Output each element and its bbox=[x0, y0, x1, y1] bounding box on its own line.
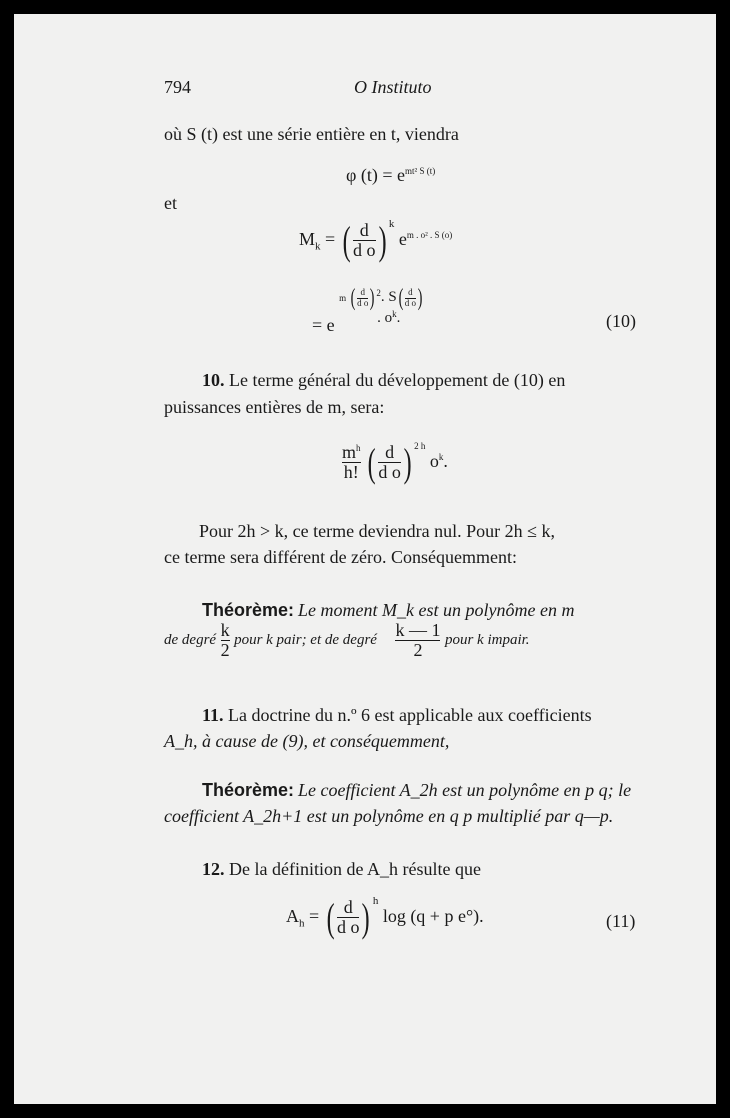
equation-mk-equals: = bbox=[325, 229, 336, 249]
fraction-denominator: d o bbox=[404, 297, 417, 308]
left-paren: ( bbox=[350, 285, 356, 311]
fraction-denominator: d o bbox=[353, 240, 376, 261]
equation-term-tail: o bbox=[429, 451, 439, 471]
left-paren: ( bbox=[398, 285, 404, 311]
exponent-tail-sup: k bbox=[392, 309, 397, 319]
theorem-1-line2 bbox=[164, 621, 530, 660]
fraction-numerator bbox=[342, 443, 361, 462]
term-m: m bbox=[342, 442, 357, 463]
left-paren: ( bbox=[342, 217, 351, 263]
page-number: 794 bbox=[164, 77, 191, 97]
equation-11-lhs: A bbox=[286, 906, 299, 926]
equation-11-number: (11) bbox=[606, 911, 636, 931]
equation-10-base: e bbox=[326, 315, 335, 335]
fraction-denominator: d o bbox=[336, 917, 360, 938]
section-12-text: De la définition de A_h résulte que bbox=[229, 859, 481, 879]
equation-mk-lhs-sub: k bbox=[315, 240, 321, 253]
equation-10-equals: = bbox=[312, 315, 323, 335]
left-paren: ( bbox=[326, 894, 335, 940]
section-10-text: Le terme général du développement de (10) en bbox=[229, 370, 566, 390]
fraction-numerator: k — 1 bbox=[395, 620, 441, 640]
equation-term-tail-end: . bbox=[443, 451, 448, 471]
term-m-sup: h bbox=[356, 443, 361, 454]
journal-title: O Instituto bbox=[354, 77, 432, 97]
equation-11-rhs: log (q + p e°). bbox=[382, 906, 484, 926]
equation-11-lhs-sub: h bbox=[299, 917, 305, 930]
theorem-2-text: Le coefficient A_2h est un polynôme en p q; le bbox=[298, 780, 632, 800]
fraction-k-2 bbox=[221, 621, 230, 660]
equation-phi-lhs: φ (t) = bbox=[346, 165, 393, 185]
para-pour-line1: Pour 2h > k, ce terme deviendra nul. Pour 2h ≤ k, bbox=[199, 521, 555, 541]
fraction-denominator: d o bbox=[357, 297, 369, 308]
equation-phi-exponent: mt² S (t) bbox=[405, 166, 436, 176]
right-paren: ) bbox=[417, 285, 423, 311]
section-11-number: 11. bbox=[202, 705, 224, 725]
equation-term-tail-sup: k bbox=[438, 452, 444, 462]
equation-11-equals: = bbox=[309, 906, 320, 926]
section-10-line1 bbox=[202, 371, 565, 389]
theorem-2-line1 bbox=[202, 781, 631, 800]
fraction-numerator: k bbox=[220, 620, 230, 640]
right-paren: ) bbox=[370, 285, 375, 311]
section-10-number: 10. bbox=[202, 370, 225, 390]
fraction-denominator: d o bbox=[378, 462, 401, 483]
theorem-2-label: Théorème: bbox=[202, 780, 295, 800]
equation-mk bbox=[299, 219, 452, 261]
fraction-denominator: h! bbox=[343, 462, 359, 483]
equation-11-power: h bbox=[372, 895, 379, 907]
equation-10-number: (10) bbox=[606, 311, 636, 331]
equation-mk-exp-base: e bbox=[398, 229, 407, 249]
right-paren: ) bbox=[378, 217, 387, 263]
section-10-line2: puissances entières de m, sera: bbox=[164, 397, 385, 417]
theorem-1-line1 bbox=[202, 601, 574, 620]
equation-10 bbox=[312, 285, 424, 335]
equation-11 bbox=[286, 896, 484, 938]
exponent-power: 2 bbox=[376, 287, 381, 298]
document-page bbox=[14, 14, 716, 1104]
exponent-tail: . o bbox=[377, 310, 393, 326]
section-12-line1 bbox=[202, 860, 481, 878]
fraction-numerator: d bbox=[385, 442, 395, 463]
theorem-1-pair-text: pour k pair; et de degré bbox=[234, 631, 377, 648]
fraction-numerator: d bbox=[360, 287, 366, 298]
section-11-text: La doctrine du n.º 6 est applicable aux coefficients bbox=[228, 705, 592, 725]
equation-mk-power: k bbox=[388, 218, 395, 230]
section-11-line2: A_h, à cause de (9), et conséquemment, bbox=[164, 731, 450, 751]
theorem-2-line2: coefficient A_2h+1 est un polynôme en q p multiplié par q—p. bbox=[164, 806, 614, 826]
fraction-d-do bbox=[405, 288, 416, 308]
para-pour-line2: ce terme sera différent de zéro. Conséquemment: bbox=[164, 547, 518, 567]
section-12-number: 12. bbox=[202, 859, 225, 879]
theorem-1-degree-label: de degré bbox=[164, 631, 217, 648]
section-11-line1 bbox=[202, 706, 592, 724]
theorem-1-impair-text: pour k impair. bbox=[444, 631, 530, 648]
connector-et: et bbox=[164, 193, 177, 213]
right-paren: ) bbox=[403, 439, 412, 485]
fraction-denominator: 2 bbox=[220, 639, 230, 660]
equation-mk-lhs: M bbox=[299, 229, 316, 249]
exponent-s: . S bbox=[380, 288, 397, 305]
fraction-denominator: 2 bbox=[395, 640, 440, 660]
right-paren: ) bbox=[362, 894, 371, 940]
fraction-k-minus-1-2 bbox=[395, 621, 440, 660]
fraction-d-do bbox=[353, 221, 376, 260]
intro-line: où S (t) est une série entière en t, viendra bbox=[164, 124, 459, 144]
equation-term bbox=[342, 439, 448, 485]
equation-phi bbox=[346, 166, 435, 184]
fraction-numerator: d bbox=[408, 287, 413, 298]
equation-10-exponent bbox=[339, 286, 424, 326]
equation-term-power: 2 h bbox=[414, 441, 426, 451]
fraction-d-do bbox=[357, 288, 368, 308]
fraction-numerator: d bbox=[359, 220, 369, 241]
equation-mk-exponent: m . o² . S (o) bbox=[406, 230, 453, 240]
equation-phi-base: e bbox=[397, 165, 406, 185]
fraction-d-do bbox=[378, 443, 401, 482]
fraction-numerator: d bbox=[343, 897, 353, 918]
theorem-1-label: Théorème: bbox=[202, 600, 295, 620]
left-paren: ( bbox=[367, 439, 376, 485]
exponent-tail-end: . bbox=[396, 310, 401, 326]
fraction-mh-h bbox=[342, 443, 361, 482]
exponent-m: m bbox=[339, 292, 347, 303]
theorem-1-text: Le moment M_k est un polynôme en m bbox=[298, 600, 575, 620]
fraction-d-do bbox=[337, 898, 360, 937]
